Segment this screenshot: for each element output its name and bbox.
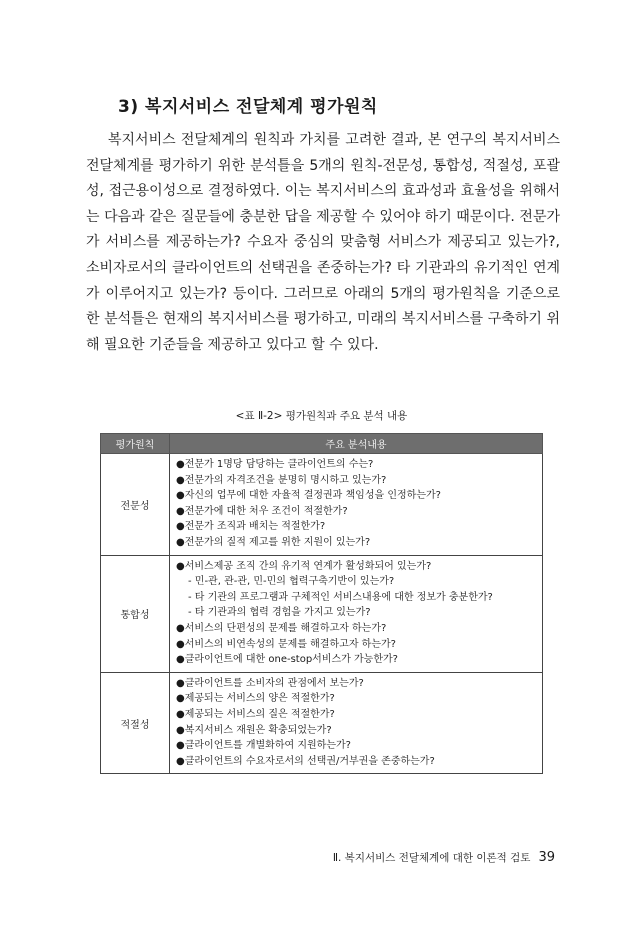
table-caption: <표 Ⅱ-2> 평가원칙과 주요 분석 내용 [235,410,408,422]
table-row [101,672,543,774]
table-header-row [101,434,543,454]
list-item: ●전문가의 질적 제고를 위한 지원이 있는가? [176,536,371,548]
list-item: ●클라이언트를 개별화하여 지원하는가? [176,740,351,752]
list-subitem: - 타 기관과의 협력 경험을 가지고 있는가? [188,607,371,619]
principle-cell: 적절성 [101,672,170,774]
list-subitem: - 민-관, 관-관, 민-민의 협력구축기반이 있는가? [188,576,395,588]
page-number: 39 [538,850,555,865]
evaluation-table [100,433,543,774]
body-paragraph: 복지서비스 전달체계의 원칙과 가치를 고려한 결과, 본 연구의 복지서비스 전달체계를 평가하기 위한 분석틀을 5개의 원칙-전문성, 통합성, 적절성, 포괄성, 접근용이성으로 결정하였다. 이는 복지서비스의 효과성과 효율성을 위해서는 다음과 같은 질문들에 충분한 답을 제공할 수 있어야 하기 때문이다. 전문가가 서비스를 제공하는가? 수요자 중심의 맞춤형 서비스가 제공되고 있는가?, 소비자로서의 클라이언트의 선택권을 존중하는가? 타 기관과의 유기적인 연계가 이루어지고 있는가? 등이다. 그러므로 아래의 5개의 평가원칙을 기준으로 한 분석틀은 현재의 복지서비스를 평가하고, 미래의 복지서비스를 구축하기 위해 필요한 기준들을 제공하고 있다고 할 수 있다. [86,132,560,353]
list-item: ●서비스의 단편성의 문제를 해결하고자 하는가? [176,622,387,634]
table-row [101,454,543,556]
chapter-title: Ⅱ. 복지서비스 전달체계에 대한 이론적 검토 [332,852,531,864]
list-item: ●제공되는 서비스의 질은 적절한가? [176,708,335,720]
header-analysis: 주요 분석내용 [170,434,543,454]
analysis-cell [170,555,543,672]
list-item: ●클라이언트에 대한 one-stop서비스가 가능한가? [176,654,398,666]
list-item: ●제공되는 서비스의 양은 적절한가? [176,693,335,705]
page-footer [333,850,555,865]
list-item: ●복지서비스 재원은 확충되었는가? [176,724,332,736]
principle-cell: 전문성 [101,454,170,556]
principle-cell: 통합성 [101,555,170,672]
list-item: ●자신의 업무에 대한 자율적 결정권과 책임성을 인정하는가? [176,490,441,502]
list-item: ●클라이언트의 수요자로서의 선택권/거부권을 존중하는가? [176,755,435,767]
header-principle: 평가원칙 [101,434,170,454]
list-item: ●전문가의 자격조건을 분명히 명시하고 있는가? [176,474,387,486]
list-subitem: - 타 기관의 프로그램과 구체적인 서비스내용에 대한 정보가 충분한가? [188,591,493,603]
analysis-cell [170,454,543,556]
list-item: ●서비스의 비연속성의 문제를 해결하고자 하는가? [176,638,396,650]
section-heading: 3) 복지서비스 전달체계 평가원칙 [118,97,378,117]
analysis-cell [170,672,543,774]
list-item: ●전문가 1명당 담당하는 클라이언트의 수는? [176,459,374,470]
list-item: ●전문가 조직과 배치는 적절한가? [176,521,326,533]
list-item: ●서비스제공 조직 간의 유기적 연계가 활성화되어 있는가? [176,560,432,572]
list-item: ●전문가에 대한 처우 조건이 적절한가? [176,505,348,517]
table-row [101,555,543,672]
list-item: ●클라이언트를 소비자의 관점에서 보는가? [176,677,364,689]
